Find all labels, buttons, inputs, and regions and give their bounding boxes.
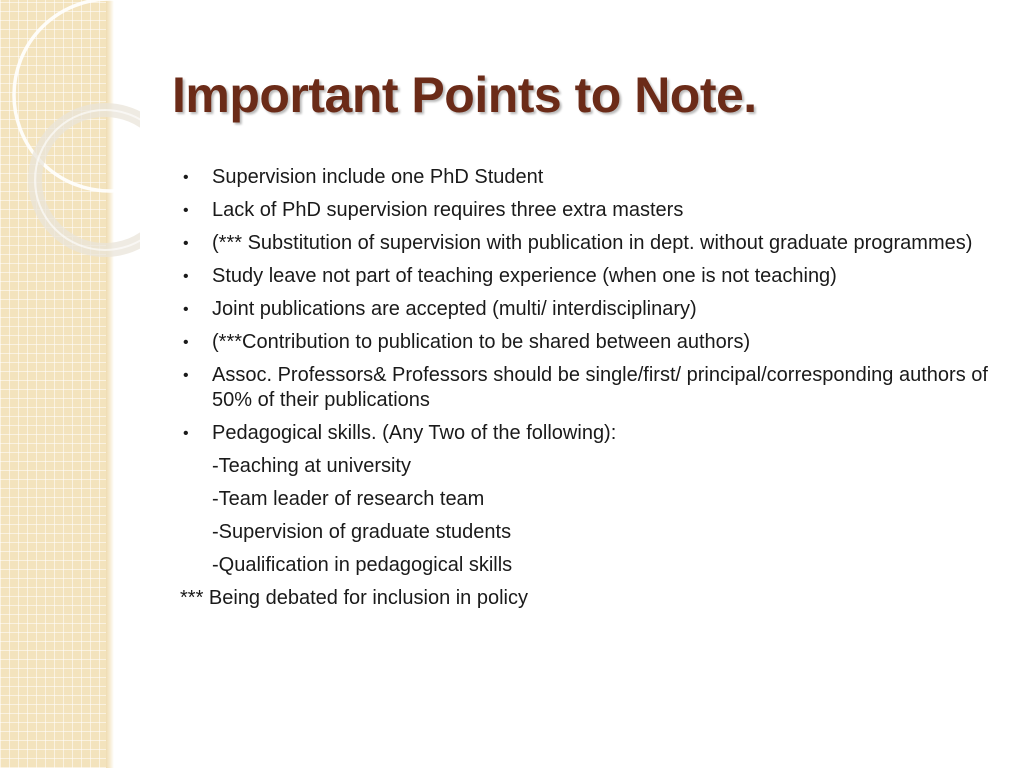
bullet-dot-icon: • [183,367,189,384]
bullet-item [180,165,1010,190]
bullet-list [180,165,1010,446]
bullet-text: (***Contribution to publication to be shared between authors) [212,331,751,353]
bullet-dot-icon: • [183,301,189,318]
bullet-dot-icon: • [183,334,189,351]
bullet-dot-icon: • [183,425,189,442]
bullet-dot-icon: • [183,268,189,285]
bullet-text: Supervision include one PhD Student [212,166,544,188]
bullet-dot-icon: • [183,235,189,252]
bullet-text: Assoc. Professors& Professors should be single/first/ principal/corresponding authors of 50% of their publications [212,364,988,411]
bullet-item [180,297,1010,322]
bullet-text: Study leave not part of teaching experience (when one is not teaching) [212,265,837,287]
bullet-text: Joint publications are accepted (multi/ interdisciplinary) [212,298,697,320]
bullet-item [180,363,1010,413]
slide-title: Important Points to Note. [172,67,757,123]
bullet-item [180,231,1010,256]
bullet-item [180,421,1010,446]
bullet-text: (*** Substitution of supervision with publication in dept. without graduate programmes) [212,232,973,254]
decorative-circles [0,0,140,330]
bullet-dot-icon: • [183,202,189,219]
sub-item: -Teaching at university [212,455,411,477]
bullet-text: Pedagogical skills. (Any Two of the following): [212,422,617,444]
sub-item: -Qualification in pedagogical skills [212,554,513,576]
bullet-item [180,264,1010,289]
bullet-dot-icon: • [183,169,189,186]
bullet-text: Lack of PhD supervision requires three extra masters [212,199,684,221]
bullet-item [180,330,1010,355]
slide-body [180,165,1010,611]
sub-item: -Team leader of research team [212,488,485,510]
policy-footnote: *** Being debated for inclusion in policy [180,587,528,609]
sub-item: -Supervision of graduate students [212,521,512,543]
bullet-item [180,198,1010,223]
